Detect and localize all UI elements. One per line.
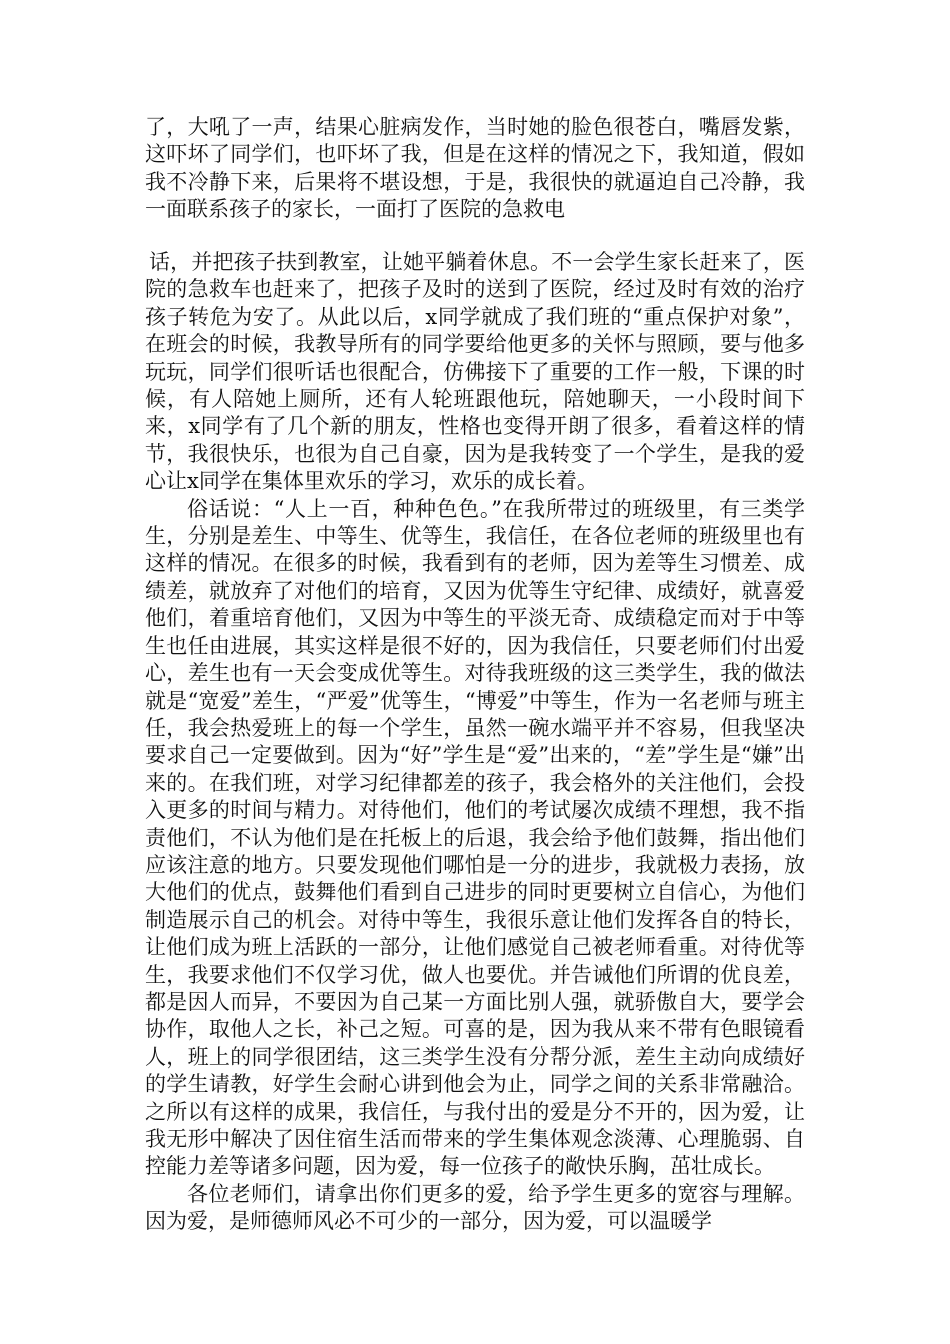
- paragraph-continuation: 了，大吼了一声，结果心脏病发作，当时她的脸色很苍白，嘴唇发紫，这吓坏了同学们，也吓坏了我，但是在这样的情况之下，我知道，假如我不冷静下来，后果将不堪设想，于是，我很快的就逼迫自己冷静，我一面联系孩子的家长，一面打了医院的急救电: [145, 115, 805, 222]
- paragraph-appeal-to-teachers: 各位老师们，请拿出你们更多的爱，给予学生更多的宽容与理解。因为爱，是师德师风必不可少的一部分，因为爱，可以温暖学: [145, 1181, 805, 1234]
- text-block-top: [145, 114, 805, 224]
- text-block-main: [145, 249, 805, 1236]
- paragraph-three-types-of-students: 俗话说：“人上一百，种种色色。”在我所带过的班级里，有三类学生，分别是差生、中等生、优等生，我信任，在各位老师的班级里也有这样的情况。在很多的时候，我看到有的老师，因为差等生习惯差、成绩差，就放弃了对他们的培育，又因为优等生守纪律、成绩好，就喜爱他们，着重培育他们，又因为中等生的平淡无奇、成绩稳定而对于中等生也任由进展，其实这样是很不好的，因为我信任，只要老师们付出爱心，差生也有一天会变成优等生。对待我班级的这三类学生，我的做法就是“宽爱”差生，“严爱”优等生，“博爱”中等生，作为一名老师与班主任，我会热爱班上的每一个学生，虽然一碗水端平并不容易，但我坚决要求自己一定要做到。因为“好”学生是“爱”出来的，“差”学生是“嫌”出来的。在我们班，对学习纪律都差的孩子，我会格外的关注他们，会投入更多的时间与精力。对待他们，他们的考试屡次成绩不理想，我不指责他们，不认为他们是在托板上的后退，我会给予他们鼓舞，指出他们应该注意的地方。只要发现他们哪怕是一分的进步，我就极力表扬，放大他们的优点，鼓舞他们看到自己进步的同时更要树立自信心，为他们制造展示自己的机会。对待中等生，我很乐意让他们发挥各自的特长，让他们成为班上活跃的一部分，让他们感觉自己被老师看重。对待优等生，我要求他们不仅学习优，做人也要优。并告诫他们所谓的优良差，都是因人而异，不要因为自己某一方面比别人强，就骄傲自大，要学会协作，取他人之长，补己之短。可喜的是，因为我从来不带有色眼镜看人，班上的同学很团结，这三类学生没有分帮分派，差生主动向成绩好的学生请教，好学生会耐心讲到他会为止，同学之间的关系非常融洽。之所以有这样的成果，我信任，与我付出的爱是分不开的，因为爱，让我无形中解决了因住宿生活而带来的学生集体观念淡薄、心理脆弱、自控能力差等诸多问题，因为爱，每一位孩子的敞快乐胸，茁壮成长。: [145, 496, 805, 1179]
- paragraph-recovery-story: 话，并把孩子扶到教室，让她平躺着休息。不一会学生家长赶来了，医院的急救车也赶来了，把孩子及时的送到了医院，经过及时有效的治疗孩子转危为安了。从此以后，x同学就成了我们班的“重点保护对象”，在班会的时候，我教导所有的同学要给他更多的关怀与照顾，要与他多玩玩，同学们很听话也很配合，仿佛接下了重要的工作一般，下课的时候，有人陪她上厕所，还有人轮班跟他玩，陪她聊天，一小段时间下来，x同学有了几个新的朋友，性格也变得开朗了很多，看着这样的情节，我很快乐，也很为自己自豪，因为是我转变了一个学生，是我的爱心让x同学在集体里欢乐的学习，欢乐的成长着。: [145, 250, 805, 494]
